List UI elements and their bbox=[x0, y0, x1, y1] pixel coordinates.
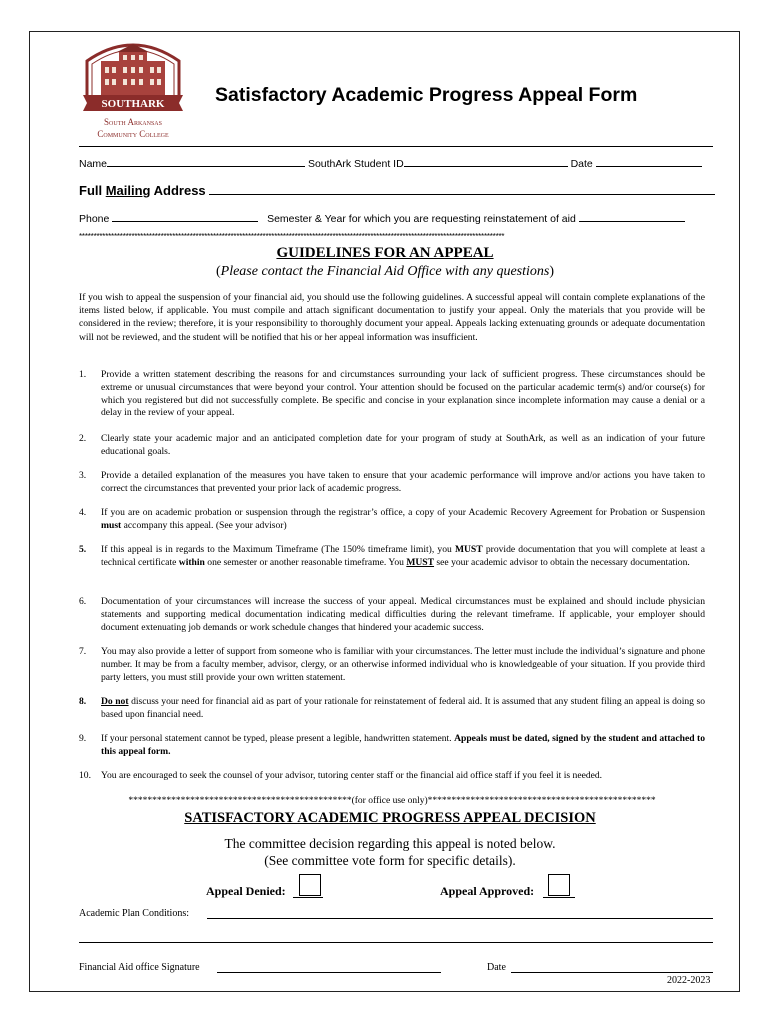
decision-line2: (See committee vote form for specific details). bbox=[264, 853, 516, 868]
guideline-item-7: 7. You may also provide a letter of support from someone who is familiar with your circumstances. The letter must include the individual’s signature and phone number. It may be from a faculty member, advisor, clergy, or an otherwise informed individual who is knowledgeable of your situation. If you provide third party letters, you must still provide your own written statement. bbox=[79, 646, 705, 683]
decision-title: SATISFACTORY ACADEMIC PROGRESS APPEAL DECISION bbox=[184, 810, 596, 826]
signature-field[interactable] bbox=[217, 972, 441, 973]
address-row bbox=[79, 183, 715, 198]
college-building-logo bbox=[79, 37, 187, 141]
decision-date-field[interactable] bbox=[511, 972, 713, 973]
guideline-item-2: 2. Clearly state your academic major and an anticipated completion date for your program of study at SouthArk, as well as an indication of your future educational goals. bbox=[79, 433, 705, 457]
semester-field[interactable] bbox=[579, 211, 685, 222]
denied-underline bbox=[293, 897, 323, 898]
phone-semester-row bbox=[79, 211, 685, 225]
date-field[interactable] bbox=[596, 156, 702, 167]
phone-field[interactable] bbox=[112, 211, 258, 222]
decision-line1: The committee decision regarding this appeal is noted below. bbox=[224, 836, 556, 851]
phone-label: Phone bbox=[79, 213, 110, 225]
guidelines-subtitle: (Please contact the Financial Aid Office with any questions) bbox=[215, 264, 555, 279]
separator-stars: ************************************************************************************************************************************************** bbox=[79, 232, 505, 241]
header-divider bbox=[79, 146, 713, 147]
name-id-date-row bbox=[79, 156, 702, 170]
guideline-item-10: 10. You are encouraged to seek the counsel of your advisor, tutoring center staff or the financial aid office staff if you feel it is needed. bbox=[79, 770, 603, 781]
guideline-item-3: 3. Provide a detailed explanation of the measures you have taken to ensure that your academic performance will improve and/or actions you have taken to correct the circumstances that prevented your prior lack of academic progress. bbox=[79, 470, 705, 494]
form-year: 2022-2023 bbox=[667, 975, 711, 986]
decision-date-label: Date bbox=[487, 962, 506, 973]
guideline-item-5: 5. If this appeal is in regards to the Maximum Timeframe (The 150% timeframe limit), you MUST provide documentation that you will complete at least a technical certificate within one semester or another reasonable timeframe. You MUST see your academic advisor to obtain the necessary documentation. bbox=[79, 544, 705, 568]
guidelines-title: GUIDELINES FOR AN APPEAL bbox=[276, 245, 494, 261]
date-label: Date bbox=[570, 158, 593, 170]
guidelines-intro: If you wish to appeal the suspension of your financial aid, you should use the following guidelines. A successful appeal will contain complete explanations of the items listed below, if applicable. You must compile and attach significant documentation to justify your appeal. Only the materials that you provide will be considered in the review; therefore, it is your responsibility to thoroughly document your appeal. Appeals lacking extenuating grounds or adequate documentation will not be reviewed, and the student will be notified that his or her appeal information was insufficient. bbox=[79, 292, 705, 343]
student-id-field[interactable] bbox=[404, 156, 568, 167]
address-field[interactable] bbox=[209, 184, 715, 195]
logo-line2: Community College bbox=[97, 129, 169, 139]
office-use-separator: ***********************************************(for office use only)************************************************ bbox=[128, 796, 656, 806]
logo-line1: South Arkansas bbox=[104, 117, 162, 127]
form-title: Satisfactory Academic Progress Appeal Form bbox=[215, 84, 638, 106]
guideline-item-1: 1. Provide a written statement describing the reasons for and circumstances surrounding your lack of sufficient progress. These circumstances should be extreme or unusual circumstances that were beyond your control. Your attention should be focused on the particular academic term(s) and/or course(s) for which you registered but did not successfully complete. Be specific and concise in your explanation since incomplete information may cause a denial or a delay in the review of your appeal. bbox=[79, 369, 705, 419]
address-label: Full Mailing Address bbox=[79, 183, 206, 198]
guideline-item-8: 8. Do not discuss your need for financial aid as part of your rationale for reinstatement of federal aid. It is assumed that any student filing an appeal is doing so based upon financial need. bbox=[79, 696, 706, 720]
name-field[interactable] bbox=[107, 156, 305, 167]
appeal-denied-checkbox[interactable] bbox=[299, 874, 321, 896]
semester-label: Semester & Year for which you are requesting reinstatement of aid bbox=[267, 213, 576, 225]
office-use-label: (for office use only) bbox=[351, 796, 428, 806]
southark-logo bbox=[79, 37, 187, 141]
guideline-item-9: 9. If your personal statement cannot be typed, please present a legible, handwritten statement. Appeals must be dated, signed by the student and attached to this appeal form. bbox=[79, 733, 705, 757]
student-id-label: SouthArk Student ID bbox=[307, 158, 404, 170]
approved-underline bbox=[543, 897, 575, 898]
guideline-item-6: 6. Documentation of your circumstances will increase the success of your appeal. Medical circumstances must be explained and should include physician statements and supporting medical documentation indicating medical difficulties during the relevant timeframe. If applicable, your employer should document extenuating job demands or work schedule changes that hindered your academic success. bbox=[79, 596, 705, 633]
plan-conditions-field[interactable] bbox=[207, 918, 713, 919]
appeal-denied-label: Appeal Denied: bbox=[206, 884, 286, 898]
signature-label: Financial Aid office Signature bbox=[79, 962, 200, 973]
plan-conditions-label: Academic Plan Conditions: bbox=[79, 908, 189, 919]
guideline-item-4: 4. If you are on academic probation or suspension through the registrar’s office, a copy of your Academic Recovery Agreement for Probation or Suspension must accompany this appeal. (See your advisor) bbox=[79, 507, 705, 531]
appeal-approved-label: Appeal Approved: bbox=[440, 884, 535, 898]
plan-conditions-line2[interactable] bbox=[79, 942, 713, 943]
logo-banner-text: SOUTHARK bbox=[101, 98, 165, 110]
name-label: Name bbox=[79, 158, 108, 170]
appeal-approved-checkbox[interactable] bbox=[548, 874, 570, 896]
